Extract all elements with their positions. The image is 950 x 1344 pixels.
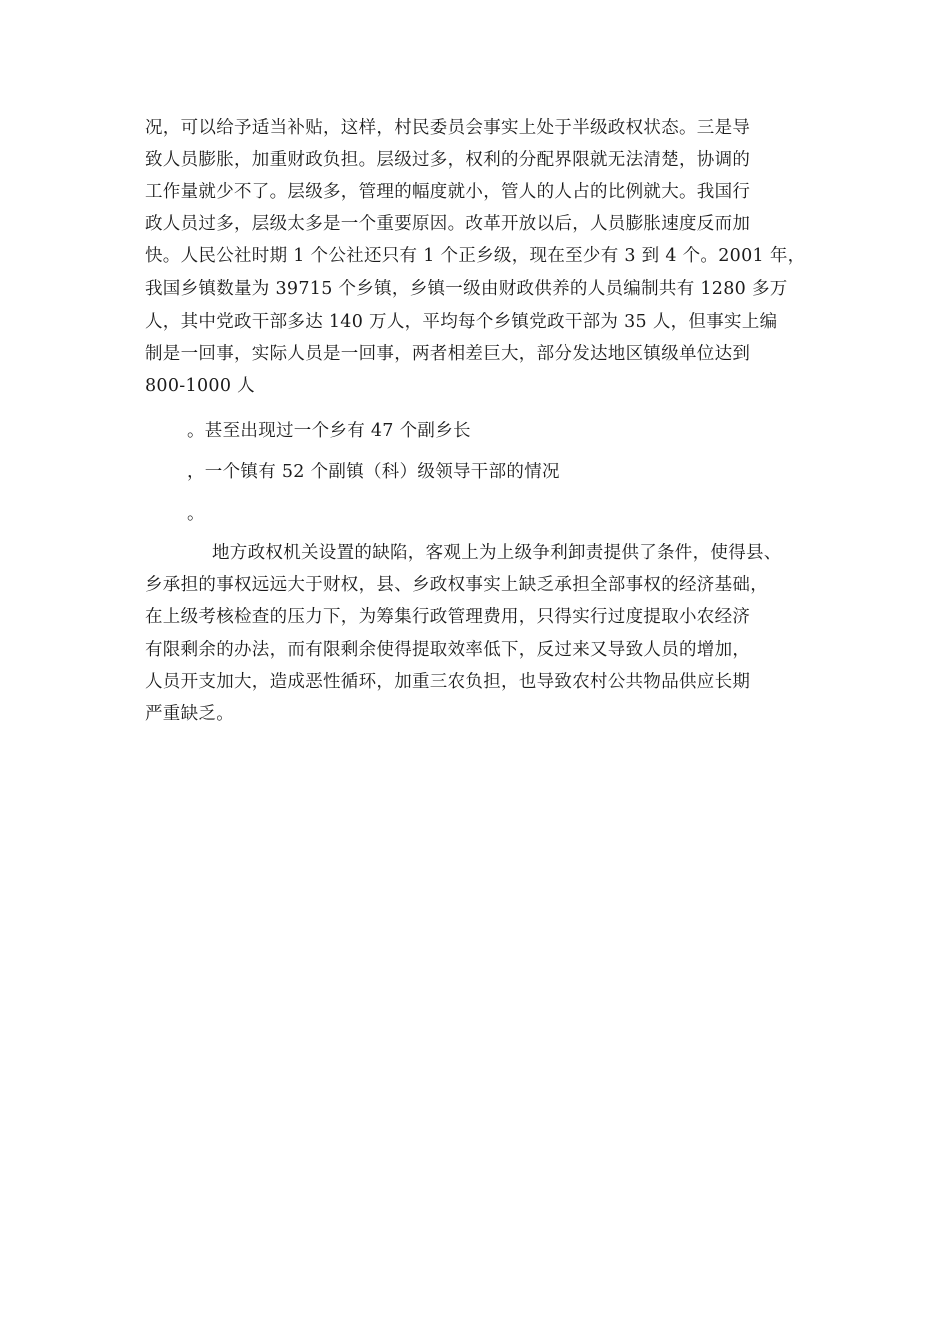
- paragraph-line: 工作量就少不了。层级多，管理的幅度就小，管人的人占的比例就大。我国行: [145, 182, 751, 202]
- paragraph-line: 况，可以给予适当补贴，这样，村民委员会事实上处于半级政权状态。三是导: [145, 118, 751, 138]
- fragment-line: 。甚至出现过一个乡有 47 个副乡长: [187, 421, 471, 441]
- paragraph-line: 乡承担的事权远远大于财权，县、乡政权事实上缺乏承担全部事权的经济基础，: [145, 575, 768, 595]
- paragraph-line: 人，其中党政干部多达 140 万人，平均每个乡镇党政干部为 35 人，但事实上编: [145, 312, 778, 332]
- paragraph-line: 800-1000 人: [145, 376, 255, 396]
- paragraph-line: 政人员过多，层级太多是一个重要原因。改革开放以后，人员膨胀速度反而加: [145, 214, 751, 234]
- paragraph-line: 致人员膨胀，加重财政负担。层级过多，权利的分配界限就无法清楚，协调的: [145, 150, 751, 170]
- paragraph-line: 有限剩余的办法，而有限剩余使得提取效率低下，反过来又导致人员的增加，: [145, 640, 751, 660]
- paragraph-line: 地方政权机关设置的缺陷，客观上为上级争利卸责提供了条件，使得县、: [212, 543, 782, 563]
- paragraph-line: 制是一回事，实际人员是一回事，两者相差巨大，部分发达地区镇级单位达到: [145, 344, 751, 364]
- paragraph-line: 在上级考核检查的压力下，为筹集行政管理费用，只得实行过度提取小农经济: [145, 607, 751, 627]
- paragraph-line: 我国乡镇数量为 39715 个乡镇，乡镇一级由财政供养的人员编制共有 1280 多万: [145, 279, 788, 299]
- paragraph-line: 人员开支加大，造成恶性循环，加重三农负担，也导致农村公共物品供应长期: [145, 672, 751, 692]
- paragraph-line: 严重缺乏。: [145, 704, 234, 724]
- fragment-line: ，一个镇有 52 个副镇（科）级领导干部的情况: [187, 462, 560, 482]
- fragment-line: 。: [187, 504, 205, 524]
- paragraph-line: 快。人民公社时期 1 个公社还只有 1 个正乡级，现在至少有 3 到 4 个。2001 年，: [145, 246, 806, 266]
